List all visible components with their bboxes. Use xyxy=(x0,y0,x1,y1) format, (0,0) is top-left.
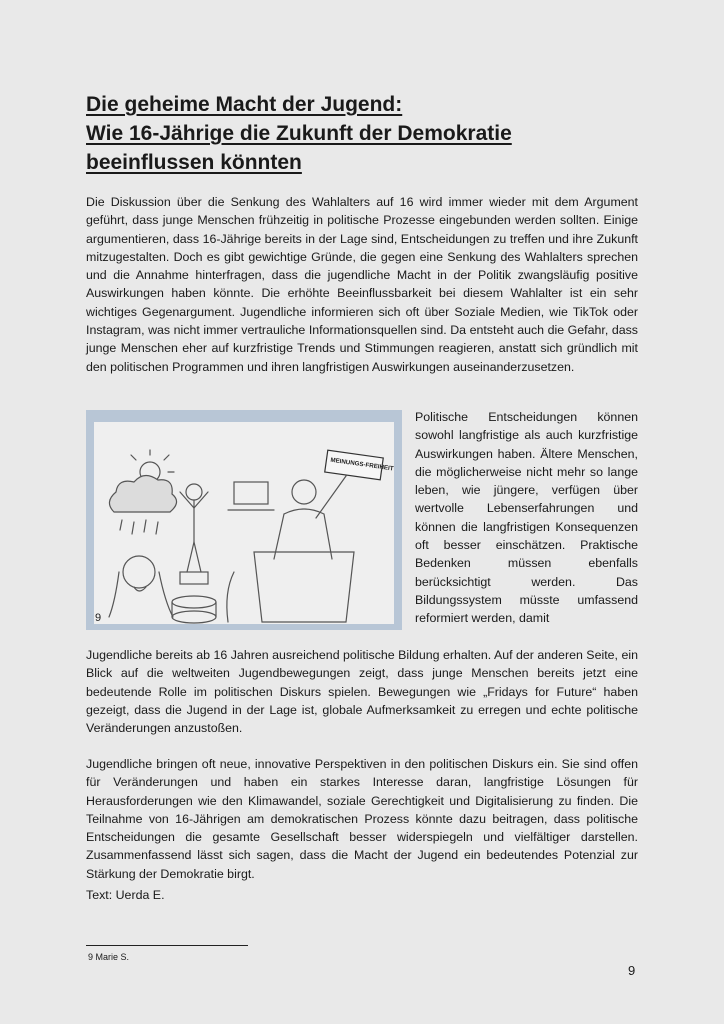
paragraph-intro: Die Diskussion über die Senkung des Wahlalters auf 16 wird immer wieder mit dem Argument geführt, dass junge Menschen frühzeitig in politische Prozesse eingebunden werden sollten. Einige argumentieren, dass 16-Jährige bereits in der Lage sind, Entscheidungen zu treffen und ihre Zukunft mitzugestalten. Doch es gibt gewichtige Gründe, die gegen eine Senkung des Wahlalters sprechen und die Annahme hinterfragen, dass die jugendliche Macht in der Politik zwangsläufig positive Auswirkungen haben könnte. Die erhöhte Beeinflussbarkeit bei diesem Wahlalter ist ein sehr wichtiges Gegenargument. Jugendliche informieren sich oft über Soziale Medien, wie TikTok oder Instagram, was nicht immer vertrauliche Informationsquellen sind. Da entsteht auch die Gefahr, dass junge Menschen eher auf kurzfristige Trends und Stimmungen reagieren, anstatt sich gründlich mit den politischen Programmen und ihren langfristigen Auswirkungen auseinanderzusetzen. xyxy=(86,195,638,374)
article-title xyxy=(86,90,646,177)
footnote: 9 Marie S. xyxy=(88,952,130,962)
svg-text:MEINUNGS-FREIHEIT: MEINUNGS-FREIHEIT xyxy=(329,456,394,473)
title-line-1: Die geheime Macht der Jugend: xyxy=(86,93,403,116)
crying-person-sketch xyxy=(109,556,173,617)
paragraph-wrapped: Politische Entscheidungen können sowohl langfristige als auch kurzfristige Auswirkungen haben. Ältere Menschen, die möglicherweise nicht mehr so lange leben, wie jüngere, verfügen über wertvolle Lebenserfahrungen und können die langfristigen Konsequenzen oft besser einschätzen. Praktische Bedenken müssen ebenfalls berücksichtigt werden. Das Bildungssystem müsste umfassend reformiert werden, damit xyxy=(415,410,638,626)
title-line-3: beeinflussen könnten xyxy=(86,151,302,174)
laptop-sketch xyxy=(228,482,274,510)
cloud-sketch xyxy=(109,475,176,534)
page-number: 9 xyxy=(628,963,636,978)
youth-democracy-drawing xyxy=(94,422,394,624)
child-on-podium-sketch xyxy=(172,484,216,623)
drawing-sheet xyxy=(94,422,394,624)
paragraph-conclusion: Jugendliche bringen oft neue, innovative Perspektiven in den politischen Diskurs ein. Sie sind offen für Veränderungen und haben ein starkes Interesse daran, langfristige Lösungen für Herausforderungen wie den Klimawandel, soziale Gerechtigkeit und Digitalisierung zu finden. Die Teilnahme von 16-Jährigen am demokratischen Prozess könnte dazu beitragen, dass politische Entscheidungen die gesamte Gesellschaft besser widerspiegeln und vielfältiger darstellen. Zusammenfassend lässt sich sagen, dass die Macht der Jugend ein bedeutendes Potenzial zur Stärkung der Demokratie birgt. xyxy=(86,757,638,881)
speaker-sketch xyxy=(227,476,354,622)
figure-footnote-marker: 9 xyxy=(95,612,102,624)
paragraph-continued: Jugendliche bereits ab 16 Jahren ausreichend politische Bildung erhalten. Auf der anderen Seite, ein Blick auf die weltweiten Jugendbewegungen zeigt, dass junge Menschen bereits jetzt eine bedeutende Rolle im politischen Diskurs spielen. Bewegungen wie „Fridays for Future“ haben gezeigt, dass die Jugend in der Lage ist, globale Aufmerksamkeit zu erregen und echte politische Veränderungen anzustoßen. xyxy=(86,648,638,736)
title-line-2: Wie 16-Jährige die Zukunft der Demokratie xyxy=(86,122,512,145)
author-credit: Text: Uerda E. xyxy=(86,888,165,902)
illustration-figure xyxy=(86,410,402,630)
footnote-divider xyxy=(86,945,248,946)
sign-sketch xyxy=(325,450,394,480)
